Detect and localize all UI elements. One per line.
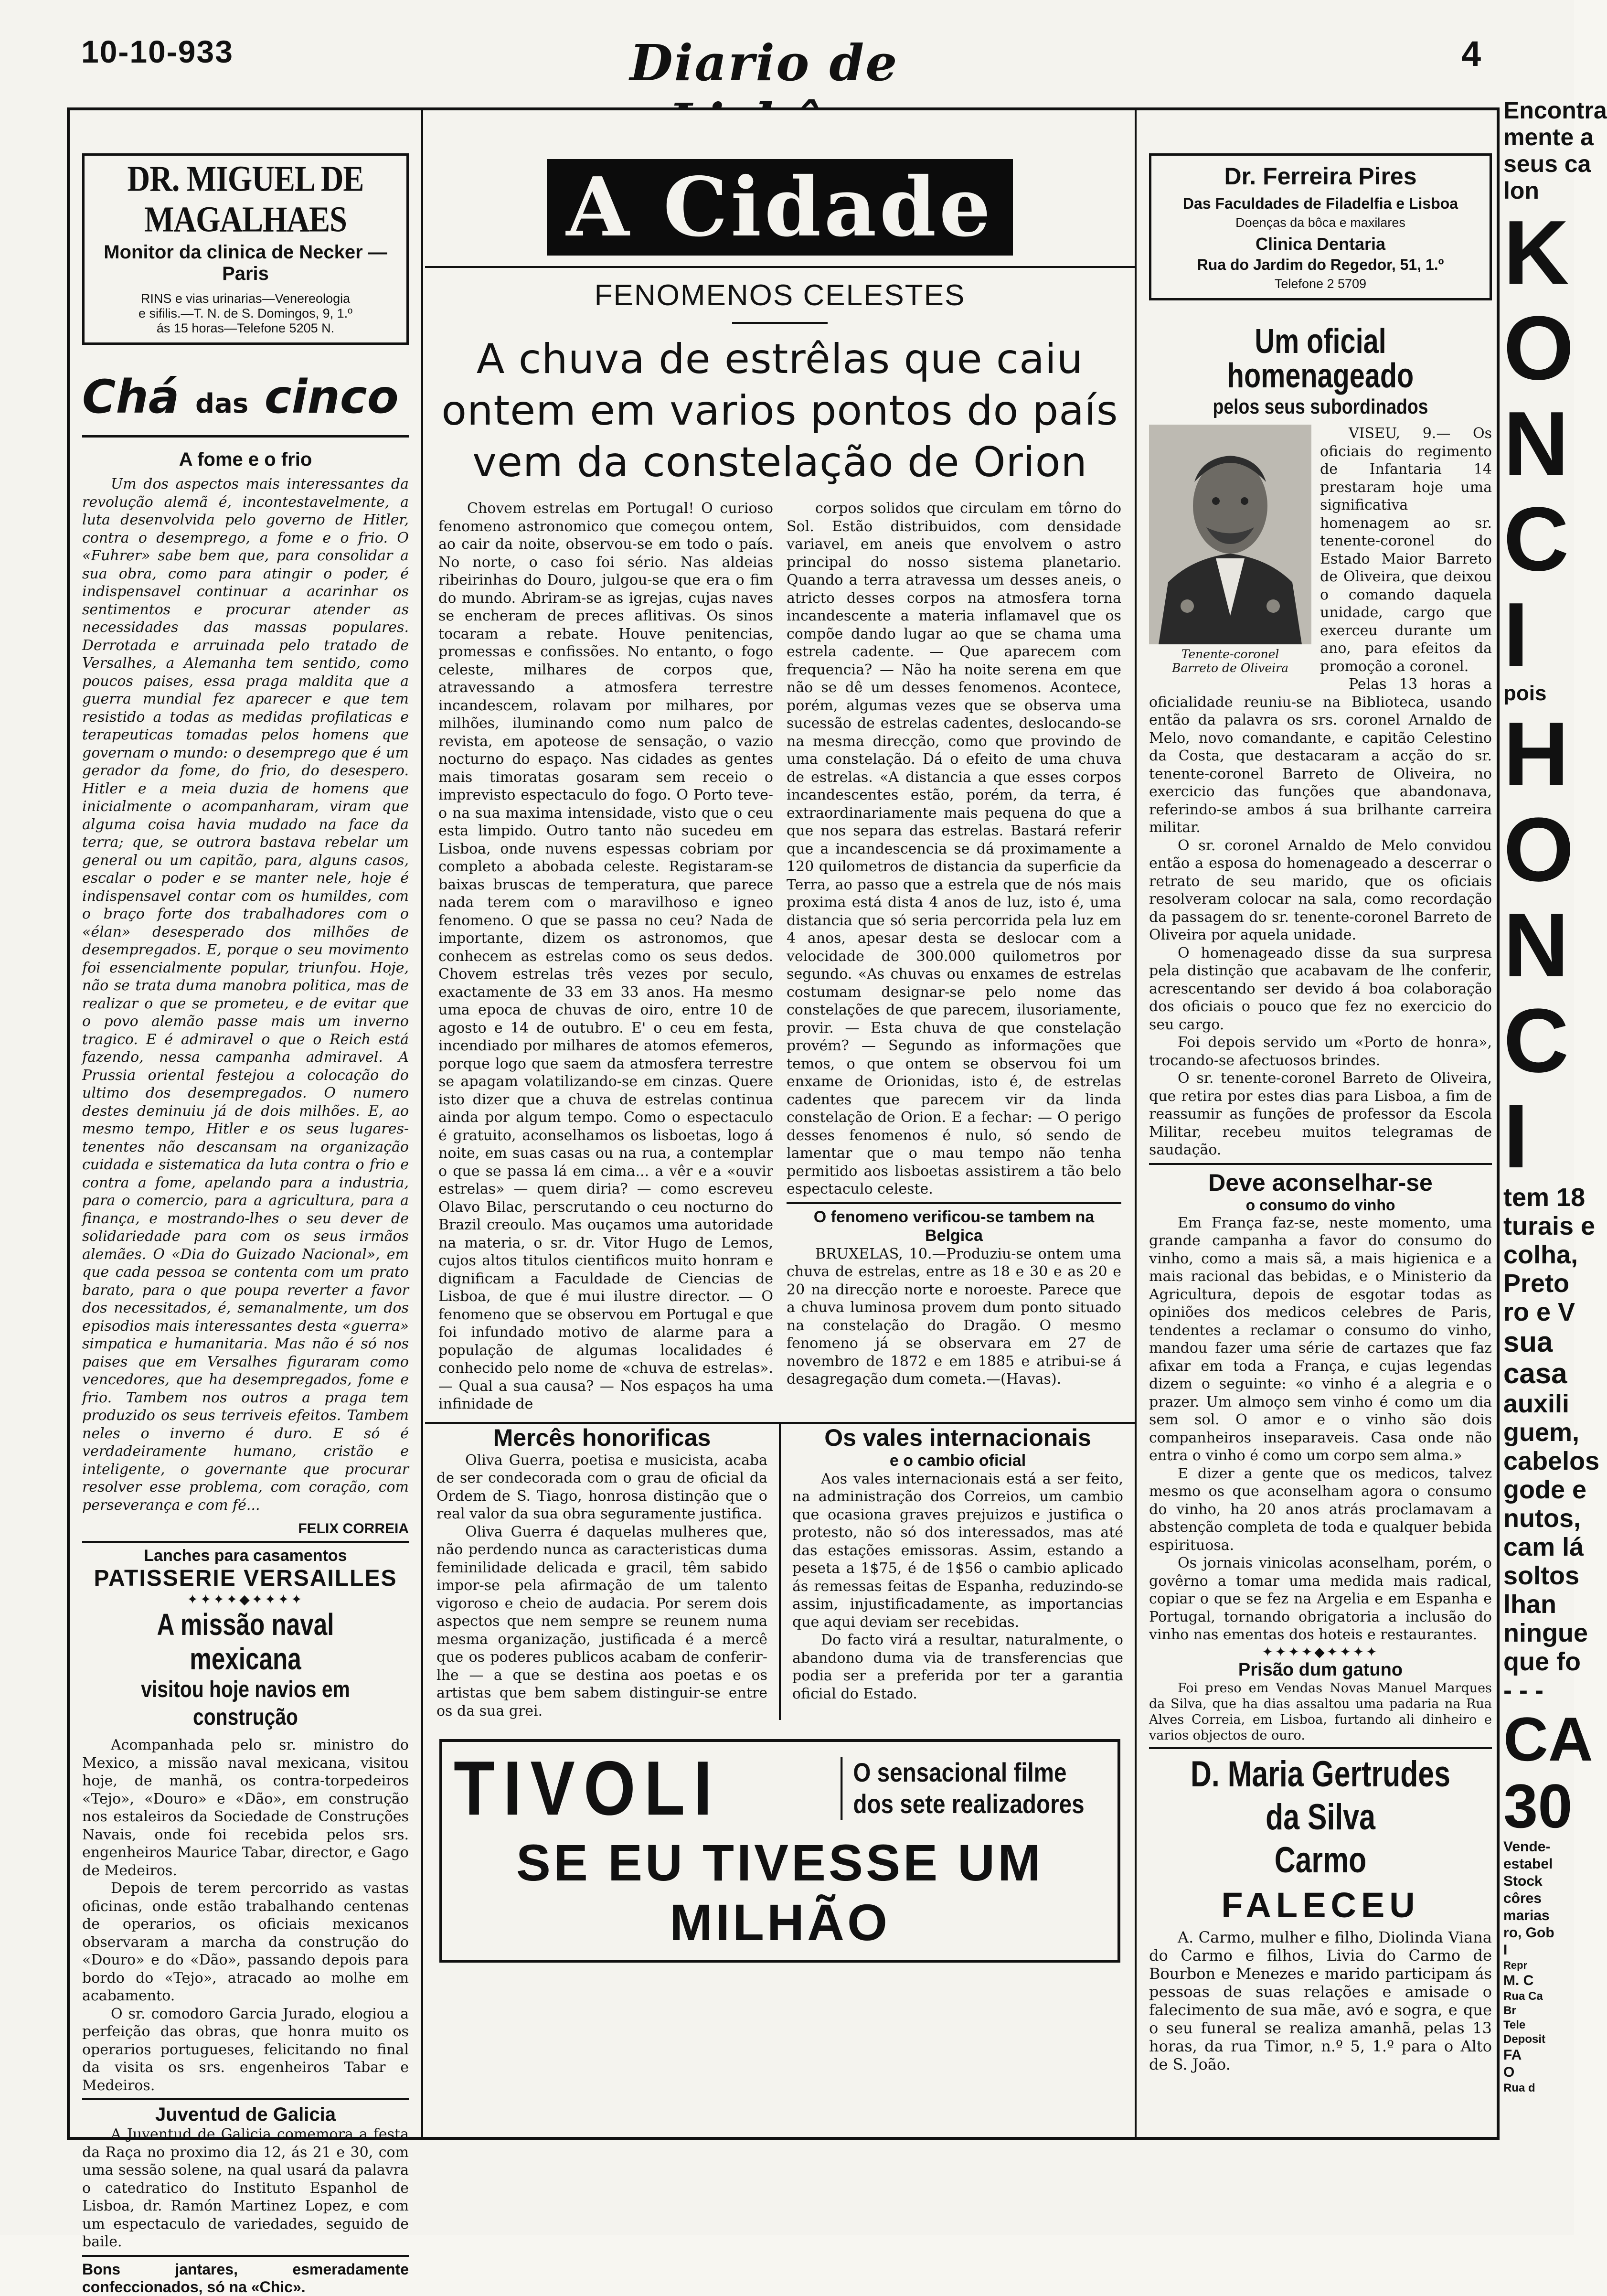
a-cidade-banner [425, 149, 1135, 268]
edge-fragment: C [1503, 990, 1569, 1091]
edge-fragment: I [1503, 1086, 1529, 1187]
edge-fragment: ro, Gob [1503, 1925, 1554, 1941]
obituary-faleceu: FALECEU [1221, 1885, 1420, 1925]
cha-author: FELIX CORREIA [298, 1521, 409, 1537]
edge-fragment: cam lá [1503, 1533, 1584, 1561]
edge-fragment: Vende- [1503, 1839, 1551, 1855]
merces-body [436, 1452, 767, 1720]
ad-pires-line1: Das Faculdades de Filadelfia e Lisboa [1182, 195, 1458, 212]
juventud-title: Juventud de Galicia [155, 2104, 336, 2125]
ad-magalhaes-sub: Monitor da clinica de Necker — Paris [104, 242, 387, 284]
vinho-body [1149, 1214, 1492, 1644]
divider [82, 1541, 409, 1543]
divider [1149, 1747, 1492, 1749]
missao-title: A missão naval mexicana [157, 1607, 334, 1676]
cha-body [82, 475, 409, 1514]
merces-title: Mercês honorificas [493, 1424, 711, 1451]
issue-date: 10-10-933 [81, 34, 234, 69]
edge-fragment: côres [1503, 1890, 1542, 1906]
edge-fragment: Encontra [1503, 97, 1607, 124]
vinho-p1: Em França faz-se, neste momento, uma grande campanha a favor do consumo do vinho, como a mais sã, a mais higienica e a mais racional das bebidas, e o Ministerio da Agricultura, depois de esgotar todas as opiniões dos medicos celebres de Paris, tendentes a reclamar o consumo do vinho, mandou fazer uma série de cartazes que faz afixar em toda a França, e cujas legendas dizem o seguinte: «o vinho é a alegria e o prazer. Um almoço sem vinho é como um dia sem sol. O amor e o vinho são dois companheiros inseparaveis. Casa onde não entra o vinho é como um corpo sem alma.» [1149, 1214, 1492, 1464]
edge-fragment: pois [1503, 682, 1547, 705]
cha-headline: A fome e o frio [179, 449, 312, 470]
edge-fragment: I [1503, 1942, 1508, 1958]
ad-pires-name: Dr. Ferreira Pires [1224, 163, 1417, 190]
belgica-title: O fenomeno verificou-se tambem na Belgica [813, 1207, 1095, 1245]
oficial-p1: VISEU, 9.— Os oficiais do regimento de Infantaria 14 prestaram hoje uma significativa homenagem ao sr. tenente-coronel do Estado Maior Barreto de Oliveira, que deixou o comando daquela unidade, cargo que exerceu durante um ano, para efeitos da promoção a coronel. [1320, 425, 1492, 675]
ad-ferreira-pires [1149, 153, 1492, 300]
oficial-p5: Foi depois servido um «Porto de honra», trocando-se afectuosos brindes. [1149, 1034, 1492, 1069]
a-cidade-title: A Cidade [547, 159, 1012, 256]
obituary-name-1: D. Maria Gertrudes da Silva [1191, 1753, 1450, 1837]
juventud-text: A Juventud de Galicia comemora a festa da Raça no proximo dia 12, ás 21 e 30, com uma sessão solene, na qual usará da palavra o catedratico do Instituto Espanhol de Lisboa, dr. Ramón Martinez Lopez, e com um espectaculo de variedades, seguido de baile. [82, 2126, 409, 2250]
edge-fragment: turais e [1503, 1212, 1596, 1240]
edge-fragment: Preto [1503, 1269, 1570, 1298]
ad-pires-line2: Doenças da bôca e maxilares [1235, 215, 1405, 230]
ad-magalhaes-line2: e sifilis.—T. N. de S. Domingos, 9, 1.º [138, 306, 353, 320]
edge-fragment: 30 [1503, 1771, 1573, 1841]
edge-fragment: guem, [1503, 1418, 1580, 1447]
right-column [1139, 110, 1502, 2137]
oficial-title: Um oficial homenageado [1227, 322, 1414, 395]
gatuno-title: Prisão dum gatuno [1238, 1659, 1403, 1680]
oficial-subtitle: pelos seus subordinados [1213, 395, 1428, 418]
edge-fragment: Rua d [1503, 2082, 1535, 2094]
cha-das-cinco-title [82, 371, 409, 438]
missao-subtitle: visitou hoje navios em construção [141, 1677, 350, 1730]
oficial-p4: O homenageado disse da sua surpresa pela distinção que acabavam de lhe conferir, acrescentando ser devido á boa colaboração dos oficiais o pouco que fez no exercicio do seu cargo. [1149, 944, 1492, 1033]
center-column [425, 110, 1137, 2137]
ad-magalhaes-name: DR. MIGUEL DE MAGALHAES [127, 159, 364, 240]
article-left-text: Chovem estrelas em Portugal! O curioso fenomeno astronomico que começou ontem, ao cair da noite, observou-se em todo o país. No norte, o caso foi sério. Nas aldeias ribeirinhas do Douro, julgou-se que era o fim do mundo. Abriram-se as igrejas, cujas naves se encheram de preces aflitivas. Os sinos tocaram a rebate. Houve penitencias, promessas e confissões. No entanto, o fogo celeste, milhares de corpos que, atravessando a atmosfera terrestre incandescem, rolavam por milhares, por milhões, iluminando como num palco de revista, em apoteose de sensação, o vazio nocturno do espaço. Nas cidades as gentes mais timoratas gosaram sem receio o imprevisto espectaculo do fogo. O Porto teve-o na sua maxima intensidade, visto que o ceu esta limpido. Outro tanto não sucedeu em Lisboa, onde nuvens espessas cobriam por completo a abobada celeste. Registaram-se baixas bruscas de temperatura, que parece nada terem com o maravilhoso e igneo fenomeno. O que se passa no ceu? Nada de importante, dizem os astronomos, que conhecem as estrelas como os seus dedos. Chovem estrelas três vezes por seculo, exactamente de 33 em 33 anos. Ha mesmo uma epoca de chuvas de oiro, entre 10 de agosto e 14 de outubro. E' o ceu em festa, incendiado por milhares de atomos efemeros, porque logo que saem da atmosfera terrestre se apagam volatilizando-se em cinzas. Quere isto dizer que a chuva de estrelas continua ainda por algum tempo. Como o espectaculo é gratuito, aconselhamos os lisboetas, logo á noite, em suas casas ou na rua, a contemplar o que se passa lá em cima... a vêr e a «ouvir estrelas» — quem diria? — como escreveu Olavo Bilac, perscrutando o ceu nocturno do Brazil creoulo. Mas ouçamos uma autoridade na materia, o sr. dr. Vitor Hugo de Lemos, cujos altos titulos cientificos muito honram e dignificam a Faculdade de Ciencias de Lisboa, de que é mui ilustre director. — O fenomeno que se observou em Portugal e que foi infundado motivo de alarme para a população de algumas localidades é conhecido pelo nome de «chuva de estrelas». — Qual a sua causa? — Nos espaços ha uma infinidade de [438, 500, 773, 1412]
edge-fragment: ningue [1503, 1619, 1588, 1647]
vales-article [781, 1424, 1135, 1720]
edge-fragment: O [1503, 2064, 1515, 2080]
versailles-line1: Lanches para casamentos [144, 1547, 347, 1565]
oficial-p6: O sr. tenente-coronel Barreto de Oliveira, que retira por estes dias para Lisboa, a fim de reassumir as funções de professor da Escola Militar, recebeu muitos telegramas de saudação. [1149, 1070, 1492, 1158]
edge-fragment: Repr [1503, 1959, 1528, 1971]
belgica-text: BRUXELAS, 10.—Produziu-se ontem uma chuva de estrelas, entre as 18 e 30 e as 20 e 20 na direcção norte e noroeste. Parece que a chuva luminosa provem dum ponto situado na constelação do Dragão. O mesmo fenomeno já se observara em 27 de novembro de 1872 e em 1885 e atribui-se á desagregação dum cometa.—(Havas). [787, 1245, 1121, 1388]
edge-fragment: N [1503, 393, 1569, 494]
edge-fragment: colha, [1503, 1240, 1578, 1269]
edge-fragment: Rua Ca [1503, 1990, 1543, 2003]
bottom-articles [425, 1422, 1135, 1720]
section-title: FENOMENOS CELESTES [594, 279, 966, 312]
article-col-right [787, 500, 1121, 1198]
edge-fragment: que fo [1503, 1647, 1581, 1676]
ad-pires-line4: Rua do Jardim do Regedor, 51, 1.º [1197, 256, 1444, 273]
edge-fragment: tem 18 [1503, 1183, 1586, 1212]
article-col-left [438, 500, 773, 1413]
missao-p1: Acompanhada pelo sr. ministro do Mexico, a missão naval mexicana, visitou hoje, de manhã, os contra-torpedeiros «Tejo», «Douro» e «Dão», em construção nos estaleiros da Sociedade de Construções Navais, onde foi recebida pelos srs. engenheiros Maurice Tabar, director, e Gago de Medeiros. [82, 1737, 409, 1879]
edge-fragment: Stock [1503, 1873, 1543, 1889]
vales-subtitle: e o cambio oficial [889, 1451, 1026, 1470]
versailles-line2: PATISSERIE VERSAILLES [94, 1566, 397, 1591]
vinho-p2: E dizer a gente que os medicos, talvez mesmo os que aconselham agora o consumo do vinho, ha 20 anos atrás proclamavam a abstenção completa de toda e qualquer bebida espirituosa. [1149, 1465, 1492, 1554]
ad-pires-line3: Clinica Dentaria [1255, 234, 1386, 254]
missao-body [82, 1736, 409, 2094]
tivoli-tagline-2: dos sete realizadores [853, 1789, 1085, 1819]
edge-fragment: estabel [1503, 1856, 1553, 1872]
edge-fragment: casa [1503, 1357, 1567, 1389]
vales-p2: Do facto virá a resultar, naturalmente, o abandono duma via de transferencias que podia ser a preferida por ter a garantia oficial do Estado. [792, 1632, 1123, 1702]
missao-p2: Depois de terem percorrido as vastas oficinas, onde estão trabalhando centenas de operarios, os oficiais mexicanos observaram a marcha da construção do «Douro» e do «Dão», passando depois para bordo do «Tejo», atracado ao molhe em acabamento. [82, 1880, 409, 2004]
oficial-p3: O sr. coronel Arnaldo de Melo convidou então a esposa do homenageado a descerrar o retrato de seu marido, que os oficiais resolveram colocar na sala, como recordação da passagem do sr. tenente-coronel Barreto de Oliveira por aquela unidade. [1149, 837, 1492, 943]
divider [787, 1202, 1121, 1204]
vales-body [792, 1470, 1123, 1703]
vales-p1: Aos vales internacionais está a ser feito, na administração dos Correios, um cambio que ocasiona graves prejuizos e justifica o protesto, não só dos interessados, mas até das estações emissoras. Assim, estando a peseta a 1$75, é de 1$56 o cambio aplicado ás remessas feitas de Espanha, reduzindo-se assim, injustificadamente, as importancias que aqui deviam ser recebidas. [792, 1470, 1123, 1631]
missao-p3: O sr. comodoro Garcia Jurado, elogiou a perfeição das obras, que honra muito os operarios portugueses, felicitando no final da visita os srs. engenheiros Tabar e Medeiros. [82, 2005, 409, 2094]
oficial-p2: Pelas 13 horas a oficialidade reuniu-se na Biblioteca, usando então da palavra os srs. coronel Arnaldo de Melo, novo comandante, e capitão Celestino da Costa, que destacaram a acção do sr. tenente-coronel Barreto de Oliveira, no exercicio das funções que abandonava, referindo-se ambos á sua brilhante carreira militar. [1149, 676, 1492, 836]
divider [82, 2098, 409, 2100]
edge-fragment: ro e V [1503, 1298, 1575, 1326]
edge-fragment: mente a [1503, 124, 1594, 150]
short-rule [732, 322, 828, 324]
page-number: 4 [1461, 34, 1481, 74]
divider [1149, 1163, 1492, 1165]
article-columns [425, 500, 1135, 1413]
edge-fragment: Tele [1503, 2018, 1526, 2031]
cha-title-b: das [195, 388, 249, 419]
adjacent-page-edge [1503, 96, 1607, 2149]
merces-article [425, 1424, 781, 1720]
ad-magalhaes-line1: RINS e vias urinarias—Venereologia [140, 291, 351, 306]
cha-title-a: Chá [82, 370, 180, 424]
cha-title-c: cinco [264, 370, 399, 424]
edge-fragment: I [1503, 584, 1529, 685]
edge-fragment: lon [1503, 177, 1539, 204]
obituary-body [1149, 1928, 1492, 2073]
ornament-divider: ✦✦✦✦◆✦✦✦✦ [187, 1591, 304, 1607]
juventud-body [82, 2125, 409, 2251]
gatuno-text: Foi preso em Vendas Novas Manuel Marques da Silva, que ha dias assaltou uma padaria na Rua Alves Correia, em Lisboa, furtando ali dinheiro e varios objectos de ouro. [1149, 1680, 1492, 1743]
edge-fragment: O [1503, 298, 1574, 399]
edge-fragment: N [1503, 895, 1569, 996]
vinho-subtitle: o consumo do vinho [1245, 1196, 1395, 1214]
ad-magalhaes-line3: ás 15 horas—Telefone 5205 N. [156, 321, 335, 335]
tivoli-film-title: SE EU TIVESSE UM MILHÃO [516, 1834, 1044, 1951]
edge-fragment: O [1503, 799, 1574, 900]
jantares-ad: Bons jantares, esmeradamente confeccionados, só na «Chic». [82, 2260, 409, 2296]
ad-pires-line5: Telefone 2 5709 [1274, 277, 1367, 291]
edge-fragment: Deposit [1503, 2033, 1546, 2046]
edge-fragment: lhan [1503, 1590, 1557, 1619]
tivoli-ad [439, 1739, 1120, 1963]
vinho-p3: Os jornais vinicolas aconselham, porém, o govêrno a tomar uma medida mais radical, copiar o que se fez na Argelia e em Espanha e Portugal, tornando obrigatoria a inclusão do vinho nas ementas dos hoteis e restaurantes. [1149, 1555, 1492, 1643]
edge-fragment: - - - [1503, 1676, 1543, 1705]
page-frame [67, 107, 1500, 2296]
edge-fragment: CA [1503, 1704, 1593, 1774]
tivoli-row [454, 1745, 1106, 1831]
edge-fragment: FA [1503, 2047, 1522, 2063]
tivoli-tagline [841, 1757, 1085, 1820]
vales-title: Os vales internacionais [824, 1424, 1091, 1451]
edge-fragment: gode e [1503, 1475, 1587, 1504]
obituary-text: A. Carmo, mulher e filho, Diolinda Viana do Carmo e filhos, Livia do Carmo de Bourbon e Menezes e marido participam ás pessoas de suas relações e amisade o falecimento de sua mãe, avó e sogra, e que o seu funeral se realiza amanhã, pelas 13 horas, da rua Timor, n.º 5, 1.º para o Alto de S. João. [1149, 1928, 1492, 2073]
left-column [70, 110, 423, 2296]
merces-p2: Oliva Guerra é daquelas mulheres que, não perdendo nunca as caracteristicas duma feminilidade delicada e gracil, têm sabido impor-se pela afirmação de um talento vigoroso e cheio de audacia. Por serem dois aspectos que nem sempre se reunem numa mesma organização, justificada é a mercê que os poderes publicos acabam de conferir-lhe — a que se destina aos poetas e os artistas que bem sabem distinguir-se entre os da sua grei. [436, 1523, 767, 1719]
article-col-right-wrap [787, 500, 1121, 1413]
merces-p1: Oliva Guerra, poetisa e musicista, acaba de ser condecorada com o grau de oficial da Ordem de S. Tiago, honrosa distinção que o real valor da sua obra seguramente justifica. [436, 1452, 767, 1522]
edge-fragment: nutos, [1503, 1504, 1581, 1533]
belgica-body [787, 1245, 1121, 1388]
cha-body-text: Um dos aspectos mais interessantes da revolução alemã é, incontestavelmente, a luta desenvolvida pelo governo de Hitler, contra o desemprego, a fome e o frio. O «Fuhrer» sabe bem que, para consolidar a sua obra, como para atingir o poder, é indispensavel continuar a acarinhar os sentimentos e procurar atender as necessidades das massas populares. Derrotada e arruinada pelo tratado de Versalhes, a Alemanha tem sentido, como poucos paises, essa praga maldita que a guerra mundial fez aparecer e que tem resistido a todas as medidas profilaticas e terapeuticas tomadas pelos homens que governam o mundo: o desemprego que é um gerador da fome, do frio, do desespero. Hitler e a meia duzia de homens que inicialmente o acompanharam, viram que alguma coisa havia mudado na face da terra; que, se outrora bastava rebelar um general ou um capitão, para, alguns casos, escalar o poder e se manter nele, hoje é indispensavel contar com os humildes, com o braço forte dos trabalhadores com o «élan» desesperado dos milhões de desempregados. E, porque o seu movimento foi essencialmente popular, triunfou. Hoje, não se trata duma manobra politica, mas de realizar o que se prometeu, e de evitar que o povo alemão passe mais um inverno tragico. E é admiravel o que o Reich está fazendo, nessa campanha admiravel. A Prussia oriental festejou a colocação do ultimo dos desempregados. O numero destes deminuiu já de dois milhões. E, ao mesmo tempo, Hitler e os seus lugares-tenentes não descansam na organização cuidada e sistematica da luta contra o frio e contra a fome, apelando para a industria, para o comercio, para a agricultura, para a finança, e mostrando-lhes o seu dever de solidariedade para com os seus irmãos alemães. O «Dia do Guizado Nacional», em que cada pessoa se contenta com um prato barato, para o que poupa reverter a favor dos necessitados, é, semanalmente, um dos episodios mais interessantes desta «guerra» simpatica e humanitaria. Mas não é só nos paises que em Versalhes figuraram como vencedores, que ha desempregados, fome e frio. Tambem nos outros a praga tem produzido os seus terriveis efeitos. Tambem neles o inverno é duro. E só é verdadeiramente humano, cristão e inteligente, o governante que procurar resolver esse problema, com coração, com perseverança e com fé... [82, 476, 409, 1514]
gatuno-body [1149, 1680, 1492, 1743]
portrait-caption-2: Barreto de Oliveira [1171, 661, 1289, 675]
edge-fragment: H [1503, 704, 1569, 805]
edge-fragment: cabelos [1503, 1447, 1600, 1475]
edge-fragment: marias [1503, 1908, 1550, 1923]
ad-magalhaes [82, 153, 409, 345]
edge-fragment: C [1503, 489, 1569, 590]
edge-fragment: sua [1503, 1326, 1553, 1358]
ornament-divider: ✦✦✦✦◆✦✦✦✦ [1262, 1644, 1379, 1660]
main-headline: A chuva de estrêlas que caiu ontem em varios pontos do país vem da constelação de Orion [441, 335, 1118, 486]
edge-fragment: seus ca [1503, 150, 1591, 177]
article-right-text: corpos solidos que circulam em tôrno do Sol. Estão distribuidos, com densidade variavel, em aneis que envolvem o astro principal do nosso sistema planetario. Quando a terra atravessa um desses aneis, o atricto desses corpos na atmosfera torna incandescente a materia inflamavel que os compõe dando lugar ao que se chama uma estrela cadente. — Que aparecem com frequencia? — Não ha noite serena em que não se dê um desses fenomenos. Acontece, porém, algumas vezes que se observa uma sucessão de estrelas cadentes, deslocando-se na mesma direcção, como que provindo de uma constelação. Dá o efeito de uma chuva de estrelas. «A distancia a que esses corpos incandescentes estão, porém, da terra, é extraordinariamente mais pequena do que a que nos separa das estrelas. Bastará referir que a incandescencia se dá proximamente a 120 quilometros de distancia da superficie da Terra, ao passo que a estrela que de nós mais proxima está dista 4 anos de luz, isto é, uma distancia que só seria percorrida pela luz em 4 anos, apesar desta se deslocar com a velocidade de 300.000 quilometros por segundo. «As chuvas ou enxames de estrelas costumam designar-se pelo nome das constelações de que parecem, ilusoriamente, provir. — Esta chuva de que constelação provém? — Segundo as informações que temos, o que ontem se observou foi um enxame de Orionidas, isto é, de estrelas cadentes que parecem vir da linda constelação de Orion. E a fechar: — O perigo desses fenomenos é nulo, só sendo de lamentar que o mau tempo não tenha permitido aos lisboetas assistirem a tão belo espectaculo celeste. [787, 500, 1121, 1197]
edge-fragment: K [1503, 202, 1569, 303]
vinho-title: Deve aconselhar-se [1208, 1169, 1433, 1196]
edge-fragment: auxili [1503, 1389, 1570, 1418]
portrait-photo [1149, 425, 1311, 675]
edge-fragment: Br [1503, 2004, 1516, 2017]
oficial-article [1149, 425, 1492, 1159]
portrait-caption-1: Tenente-coronel [1181, 647, 1279, 661]
divider [82, 2255, 409, 2257]
portrait-image [1149, 425, 1311, 644]
edge-fragment: M. C [1503, 1973, 1534, 1988]
edge-fragment: soltos [1503, 1561, 1580, 1590]
tivoli-name: TIVOLI [454, 1745, 721, 1831]
obituary-name-2: Carmo [1274, 1839, 1367, 1880]
masthead: Diario de [629, 33, 899, 92]
tivoli-tagline-1: O sensacional filme [853, 1757, 1067, 1787]
